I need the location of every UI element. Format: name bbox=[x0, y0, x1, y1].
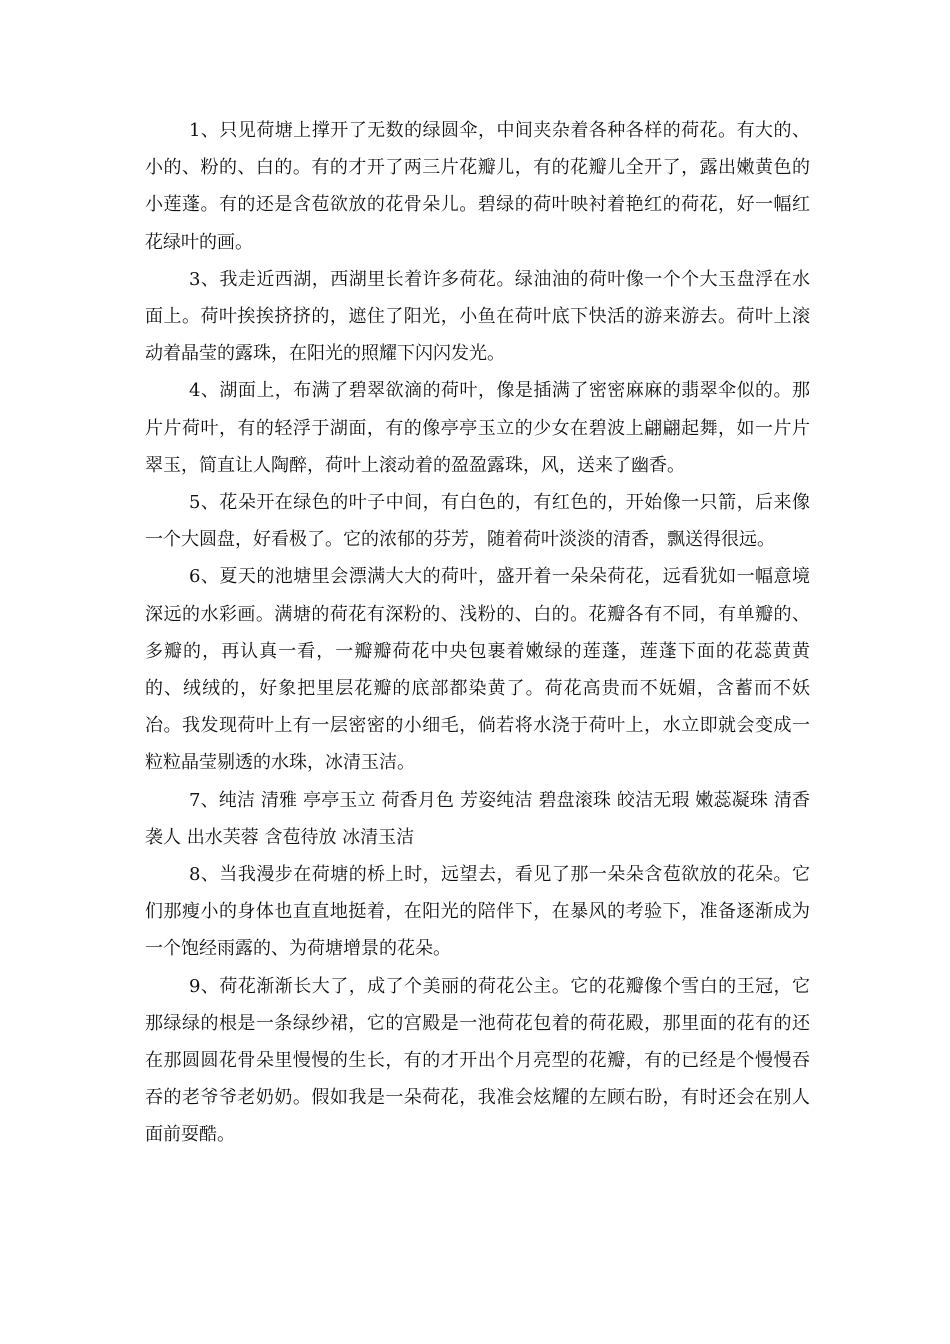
paragraph-1: 1、只见荷塘上撑开了无数的绿圆伞，中间夹杂着各种各样的荷花。有大的、小的、粉的、白的。有的才开了两三片花瓣儿，有的花瓣儿全开了，露出嫩黄色的小莲蓬。有的还是含苞欲放的花骨朵儿。碧绿的荷叶映衬着艳红的荷花，好一幅红花绿叶的画。 bbox=[145, 120, 810, 253]
paragraph-9: 9、荷花渐渐长大了，成了个美丽的荷花公主。它的花瓣像个雪白的王冠，它那绿绿的根是一条绿纱裙，它的宫殿是一池荷花包着的荷花殿，那里面的花有的还在那圆圆花骨朵里慢慢的生长，有的才开出个月亮型的花瓣，有的已经是个慢慢吞吞的老爷爷老奶奶。假如我是一朵荷花，我准会炫耀的左顾右盼，有时还会在别人面前耍酷。 bbox=[145, 975, 810, 1146]
paragraph-7: 7、纯洁 清雅 亭亭玉立 荷香月色 芳姿纯洁 碧盘滚珠 皎洁无瑕 嫩蕊凝珠 清香袭人 出水芙蓉 含苞待放 冰清玉洁 bbox=[145, 789, 810, 848]
paragraph-3: 3、我走近西湖，西湖里长着许多荷花。绿油油的荷叶像一个个大玉盘浮在水面上。荷叶挨挨挤挤的，遮住了阳光，小鱼在荷叶底下快活的游来游去。荷叶上滚动着晶莹的露珠，在阳光的照耀下闪闪发光。 bbox=[145, 268, 810, 365]
paragraph-4: 4、湖面上，布满了碧翠欲滴的荷叶，像是插满了密密麻麻的翡翠伞似的。那片片荷叶，有的轻浮于湖面，有的像亭亭玉立的少女在碧波上翩翩起舞，如一片片翠玉，简直让人陶醉，荷叶上滚动着的盈盈露珠，风，送来了幽香。 bbox=[145, 380, 810, 476]
paragraph-8: 8、当我漫步在荷塘的桥上时，远望去，看见了那一朵朵含苞欲放的花朵。它们那瘦小的身体也直直地挺着，在阳光的陪伴下，在暴风的考验下，准备逐渐成为一个饱经雨露的、为荷塘增景的花朵。 bbox=[145, 864, 810, 960]
paragraph-6: 6、夏天的池塘里会漂满大大的荷叶，盛开着一朵朵荷花，远看犹如一幅意境深远的水彩画。满塘的荷花有深粉的、浅粉的、白的。花瓣各有不同，有单瓣的、多瓣的，再认真一看，一瓣瓣荷花中央包裹着嫩绿的莲蓬，莲蓬下面的花蕊黄黄的、绒绒的，好象把里层花瓣的底部都染黄了。荷花高贵而不妩媚，含蓄而不妖冶。我发现荷叶上有一层密密的小细毛，倘若将水浇于荷叶上，水立即就会变成一粒粒晶莹剔透的水珠，冰清玉洁。 bbox=[145, 566, 810, 774]
paragraph-5: 5、花朵开在绿色的叶子中间，有白色的，有红色的，开始像一只箭，后来像一个大圆盘，好看极了。它的浓郁的芬芳，随着荷叶淡淡的清香，飘送得很远。 bbox=[145, 492, 810, 551]
document-body bbox=[145, 112, 810, 1154]
